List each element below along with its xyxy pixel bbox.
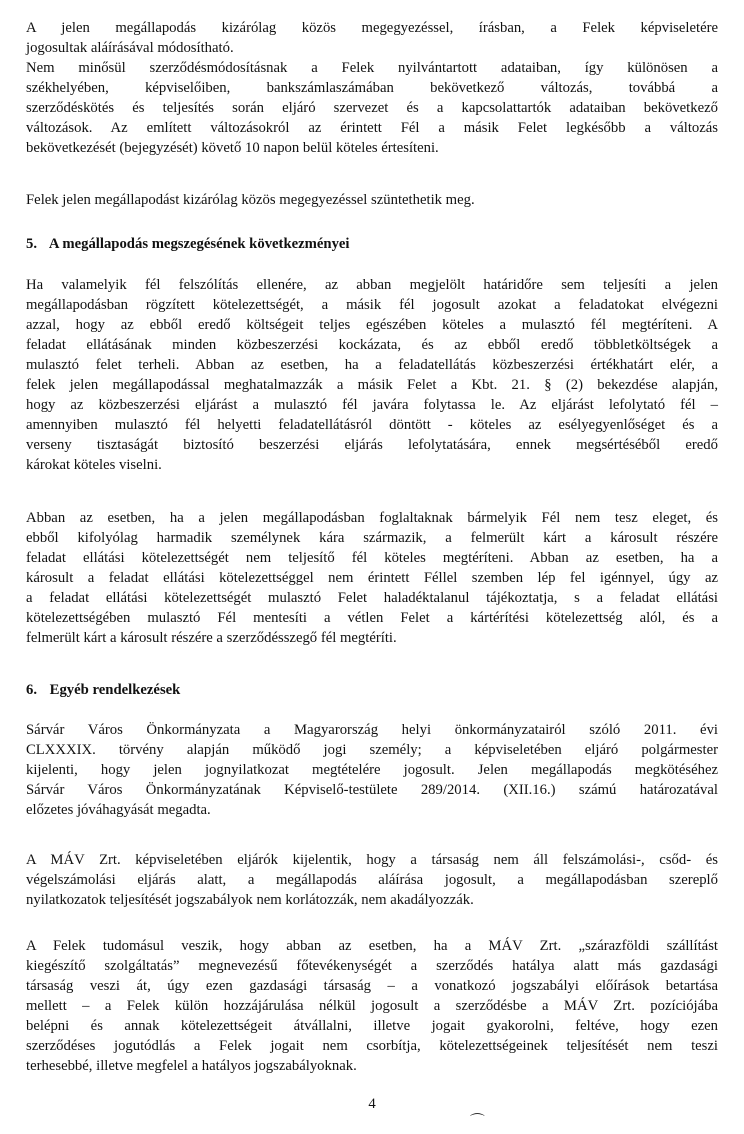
- text-line: Felek jelen megállapodást kizárólag közös megegyezéssel szüntethetik meg.: [26, 192, 475, 208]
- text-line: a feladat ellátási kötelezettségét mulasztó Felet haladéktalanul tájékoztatja, s a feladat ellátási: [26, 590, 718, 606]
- section-heading-6: [26, 680, 180, 700]
- text-line: A Felek tudomásul veszik, hogy abban az esetben, ha a MÁV Zrt. „szárazföldi szállítást: [26, 938, 718, 954]
- text-line: Sárvár Város Önkormányzatának Képviselő-testülete 289/2014. (XII.16.) számú határozatával: [26, 782, 718, 798]
- text-line: feladat ellátásának minden közbeszerzési kockázata, és az ebből eredő többletköltségek a: [26, 337, 718, 353]
- text-line: társaság veszi át, úgy ezen gazdasági társaság – a vonatkozó jogszabályi előírások betartása: [26, 978, 718, 994]
- text-line: szerződéskötés és teljesítés során eljáró szervezet és a kapcsolattartók adataiban bekövetkező: [26, 100, 718, 116]
- text-line: Sárvár Város Önkormányzata a Magyarország helyi önkormányzatairól szóló 2011. évi: [26, 722, 718, 738]
- text-line: Ha valamelyik fél felszólítás ellenére, az abban megjelölt határidőre sem teljesíti a jelen: [26, 277, 718, 293]
- text-line: nyilatkozatok teljesítését jogszabályok nem korlátozzák, nem akadályozzák.: [26, 892, 474, 908]
- text-line: terhesebbé, illetve megfelel a hatályos jogszabályoknak.: [26, 1058, 357, 1074]
- text-line: CLXXXIX. törvény alapján működő jogi személy; a képviseletében eljáró polgármester: [26, 742, 718, 758]
- text-line: megállapodásban rögzített kötelezettségét, a másik fél jogosult azokat a feladatokat elvégezni: [26, 297, 718, 313]
- text-line: bekövetkezését (bejegyzését) követő 10 napon belül köteles értesíteni.: [26, 140, 439, 156]
- text-line: szerződéses jogutódlás a Felek jogait nem csorbítja, kötelezettségeinek teljesítését nem teszi: [26, 1038, 718, 1054]
- text-line: amennyiben mulasztó fél helyetti feladatellátásról döntött - köteles az esélyegyenlőséget és a: [26, 417, 718, 433]
- paragraph-succession: [26, 936, 718, 1076]
- text-line: felmerült kárt a károsult részére a szerződésszegő fél megtéríti.: [26, 630, 397, 646]
- handwritten-mark: ⌒: [470, 1114, 485, 1130]
- paragraph-amendment: [26, 18, 718, 58]
- text-line: verseny tisztaságát biztosító beszerzési eljárás lefolytatására, ennek megsértéséből eredő: [26, 437, 718, 453]
- text-line: hogy az közbeszerzési eljárást a mulasztó fél javára folytassa le. Az eljárást lefolytató fél –: [26, 397, 718, 413]
- text-line: végelszámolási eljárás alatt, a megállapodás aláírása jogosult, a megállapodásban szereplő: [26, 872, 718, 888]
- section-heading-5: [26, 234, 350, 254]
- section-number: 5.: [26, 236, 38, 252]
- text-line: belépni és annak kötelezettségeit átvállalni, illetve jogait gyakorolni, feltéve, hogy ezen: [26, 1018, 718, 1034]
- page-number: 4: [368, 1096, 376, 1112]
- text-line: feladat ellátási kötelezettségét nem teljesítő fél köteles megtéríteni. Abban az esetben, ha a: [26, 550, 718, 566]
- paragraph-mav-declaration: [26, 850, 718, 910]
- text-line: mulasztó felet terheli. Abban az esetben, ha a feladatellátás közbeszerzési értékhatárt elér, a: [26, 357, 718, 373]
- paragraph-breach: [26, 275, 718, 475]
- paragraph-termination: [26, 190, 718, 210]
- text-line: ebből kifolyólag harmadik személynek kára származik, a felmerült kárt a károsult részére: [26, 530, 718, 546]
- paragraph-damages: [26, 508, 718, 648]
- text-line: előzetes jóváhagyását megadta.: [26, 802, 211, 818]
- section-title: Egyéb rendelkezések: [49, 682, 181, 698]
- paragraph-data-changes: [26, 58, 718, 158]
- text-line: károsult a feladat ellátási kötelezettséggel nem érintett Féllel szemben lép fel igénnyel, úgy az: [26, 570, 718, 586]
- text-line: felek jelen megállapodással meghatalmazzák a másik Felet a Kbt. 21. § (2) bekezdése alapján,: [26, 377, 718, 393]
- text-line: jogosultak aláírásával módosítható.: [26, 40, 234, 56]
- text-line: A jelen megállapodás kizárólag közös megegyezéssel, írásban, a Felek képviseletére: [26, 20, 718, 36]
- text-line: A MÁV Zrt. képviseletében eljárók kijelentik, hogy a társaság nem áll felszámolási-, csőd- és: [26, 852, 718, 868]
- text-line: Nem minősül szerződésmódosításnak a Felek nyilvántartott adataiban, így különösen a: [26, 60, 718, 76]
- section-title: A megállapodás megszegésének következményei: [48, 236, 350, 252]
- text-line: kiegészítő szolgáltatás” megnevezésű főtevékenységét a szerződés hatálya alatt más gazdasági: [26, 958, 718, 974]
- text-line: Abban az esetben, ha a jelen megállapodásban foglaltaknak bármelyik Fél nem tesz eleget, és: [26, 510, 718, 526]
- text-line: változások. Az említett változásokról az érintett Fél a másik Felet legkésőbb a változás: [26, 120, 718, 136]
- section-number: 6.: [26, 682, 38, 698]
- text-line: mellett – a Felek külön hozzájárulása nélkül jogosult a szerződésbe a MÁV Zrt. pozíciójába: [26, 998, 718, 1014]
- text-line: károkat köteles viselni.: [26, 457, 162, 473]
- text-line: székhelyében, képviselőiben, bankszámlaszámában bekövetkező változás, továbbá a: [26, 80, 718, 96]
- text-line: kötelezettségében mulasztó Fél mentesíti a vétlen Felet a kártérítési kötelezettség alól, és a: [26, 610, 718, 626]
- text-line: kijelenti, hogy jelen jognyilatkozat megtételére jogosult. Jelen megállapodás megkötéséhez: [26, 762, 718, 778]
- text-line: azzal, hogy az ebből eredő költségeit teljes egészében köteles a mulasztó fél megtéríteni. A: [26, 317, 718, 333]
- paragraph-municipality: [26, 720, 718, 820]
